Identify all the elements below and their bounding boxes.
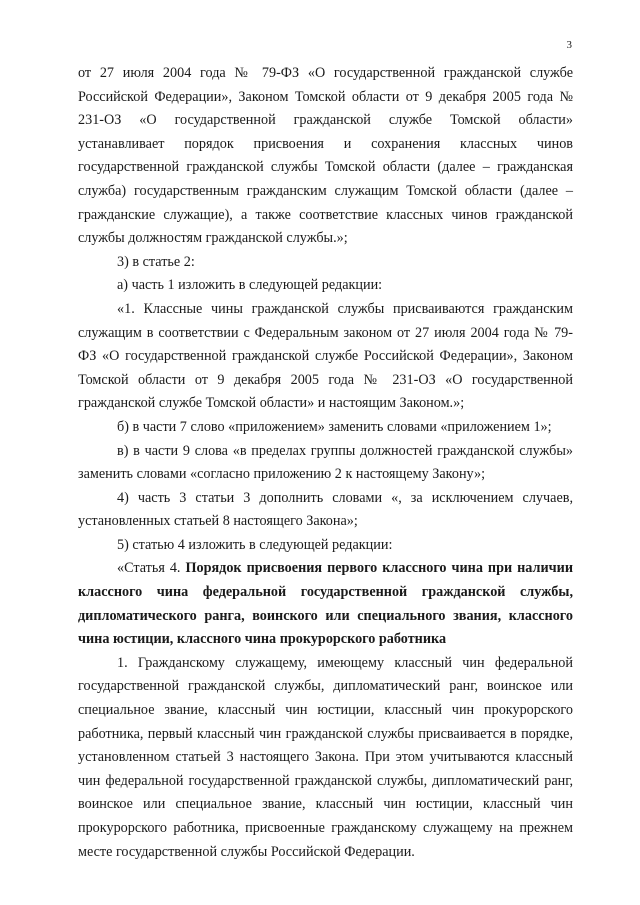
- paragraph-item-3: 3) в статье 2:: [117, 253, 195, 270]
- article-4-prefix: «Статья 4.: [117, 560, 186, 577]
- article-4-heading: [78, 557, 573, 651]
- article-4-part-1: 1. Гражданскому служащему, имеющему классный чин федеральной государственной гражданской службы, дипломатический ранг, воинское или специальное звание, классный чин юстиции, классный чин прокурорского работника, первый классный чин гражданской службы присваивается в порядке, установленном статьей 3 настоящего Закона. При этом учитываются классный чин федеральной государственной гражданской службы, дипломатический ранг, воинское или специальное звание, классный чин юстиции, классный чин прокурорского работника, присвоенные гражданскому служащему на прежнем месте государственной службы Российской Федерации.: [78, 654, 573, 860]
- paragraph-item-5: 5) статью 4 изложить в следующей редакции:: [117, 536, 393, 553]
- document-body: [78, 62, 573, 864]
- article-4-title: Порядок присвоения первого классного чина при наличии классного чина федеральной государственной гражданской службы, дипломатического ранга, воинского или специального звания, классного чина юстиции, классного чина прокурорского работника: [78, 560, 573, 648]
- paragraph-item-4: 4) часть 3 статьи 3 дополнить словами «, за исключением случаев, установленных статьей 8 настоящего Закона»;: [78, 489, 573, 530]
- paragraph-quoted-part-1: «1. Классные чины гражданской службы присваиваются гражданским служащим в соответствии с Федеральным законом от 27 июля 2004 года № 79-ФЗ «О государственной гражданской службе Российской Федерации», Законом Томской области от 9 декабря 2005 года № 231-ОЗ «О государственной гражданской службе Томской области» и настоящим Законом.»;: [78, 300, 573, 412]
- paragraph-subitem-a: а) часть 1 изложить в следующей редакции:: [117, 277, 383, 294]
- paragraph-subitem-b: б) в части 7 слово «приложением» заменить словами «приложением 1»;: [117, 418, 552, 435]
- paragraph-continuation: от 27 июля 2004 года № 79-ФЗ «О государственной гражданской службе Российской Федерации», Законом Томской области от 9 декабря 2005 года № 231-ОЗ «О государственной гражданской службе Томской области» устанавливает порядок присвоения и сохранения классных чинов государственной гражданской службы Томской области (далее – гражданская служба) государственным гражданским служащим Томской области (далее – гражданские служащие), а также соответствие классных чинов гражданской службы должностям гражданской службы.»;: [78, 65, 573, 247]
- page-number: 3: [566, 39, 572, 51]
- paragraph-subitem-v: в) в части 9 слова «в пределах группы должностей гражданской службы» заменить словами «согласно приложению 2 к настоящему Закону»;: [78, 442, 573, 483]
